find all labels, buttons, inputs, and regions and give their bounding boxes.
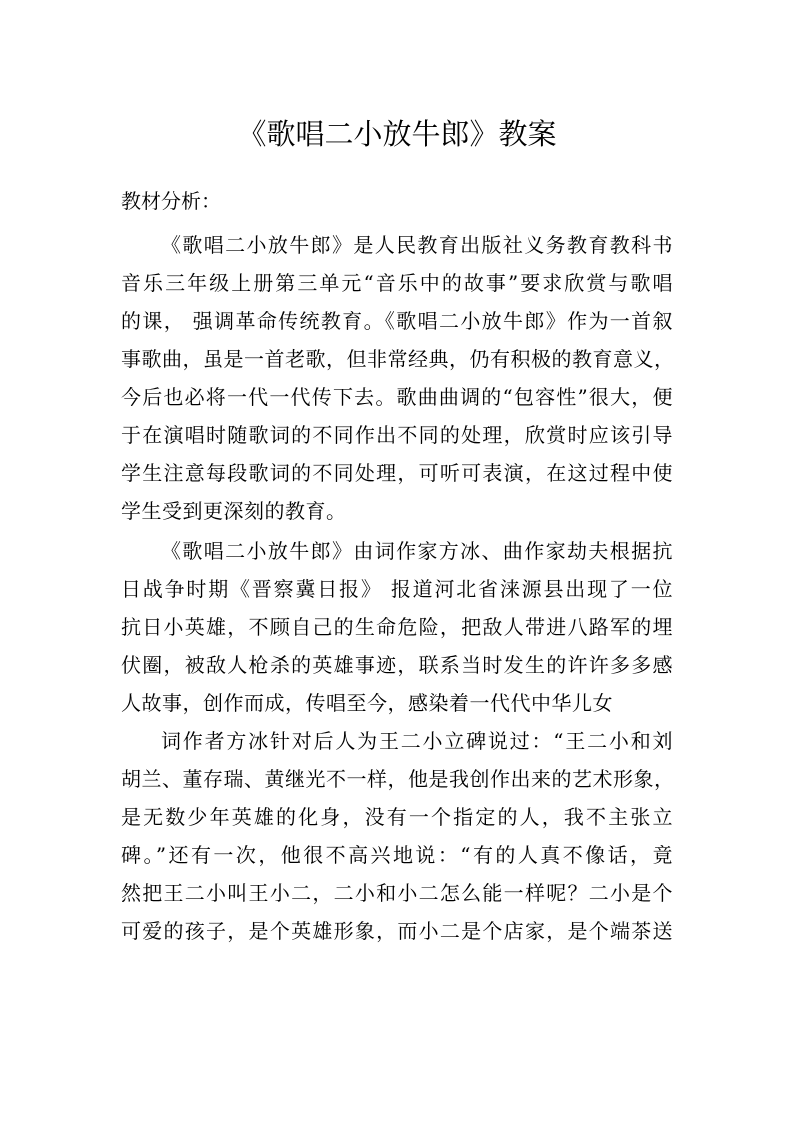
- paragraph-line: 今后也必将一代一代传下去。歌曲曲调的“包容性”很大，便: [121, 385, 673, 409]
- paragraph-line: 学生受到更深刻的教育。: [121, 499, 347, 523]
- paragraph-line: 《歌唱二小放牛郎》由词作家方冰、曲作家劫夫根据抗: [161, 539, 673, 563]
- paragraph-line: 音乐三年级上册第三单元“音乐中的故事”要求欣赏与歌唱: [121, 271, 673, 295]
- paragraph-line: 胡兰、董存瑞、黄继光不一样，他是我创作出来的艺术形象，: [121, 767, 675, 791]
- paragraph-line: 于在演唱时随歌词的不同作出不同的处理，欣赏时应该引导: [121, 423, 673, 447]
- paragraph-line: 人故事，创作而成，传唱至今，感染着一代代中华儿女: [121, 691, 613, 715]
- paragraph-line: 《歌唱二小放牛郎》是人民教育出版社义务教育教科书: [161, 233, 673, 257]
- document-title: 《歌唱二小放牛郎》教案: [237, 117, 557, 151]
- paragraph-line: 事歌曲，虽是一首老歌，但非常经典，仍有积极的教育意义，: [121, 347, 675, 371]
- paragraph-line: 可爱的孩子，是个英雄形象，而小二是个店家，是个端茶送: [121, 919, 673, 943]
- paragraph-line: 日战争时期《晋察冀日报》 报道河北省涞源县出现了一位: [121, 577, 673, 601]
- section-heading: 教材分析：: [121, 189, 221, 213]
- paragraph-line: 是无数少年英雄的化身，没有一个指定的人，我不主张立: [121, 805, 673, 829]
- paragraph-line: 碑。”还有一次，他很不高兴地说：“有的人真不像话，竟: [121, 843, 673, 867]
- paragraph-line: 然把王二小叫王小二，二小和小二怎么能一样呢？二小是个: [121, 881, 673, 905]
- paragraph-line: 学生注意每段歌词的不同处理，可听可表演，在这过程中使: [121, 461, 673, 485]
- paragraph-line: 抗日小英雄，不顾自己的生命危险，把敌人带进八路军的埋: [121, 615, 673, 639]
- paragraph-line: 伏圈，被敌人枪杀的英雄事迹，联系当时发生的许许多多感: [121, 653, 673, 677]
- paragraph-line: 的课， 强调革命传统教育。《歌唱二小放牛郎》作为一首叙: [121, 309, 673, 333]
- paragraph-line: 词作者方冰针对后人为王二小立碑说过：“王二小和刘: [161, 729, 673, 753]
